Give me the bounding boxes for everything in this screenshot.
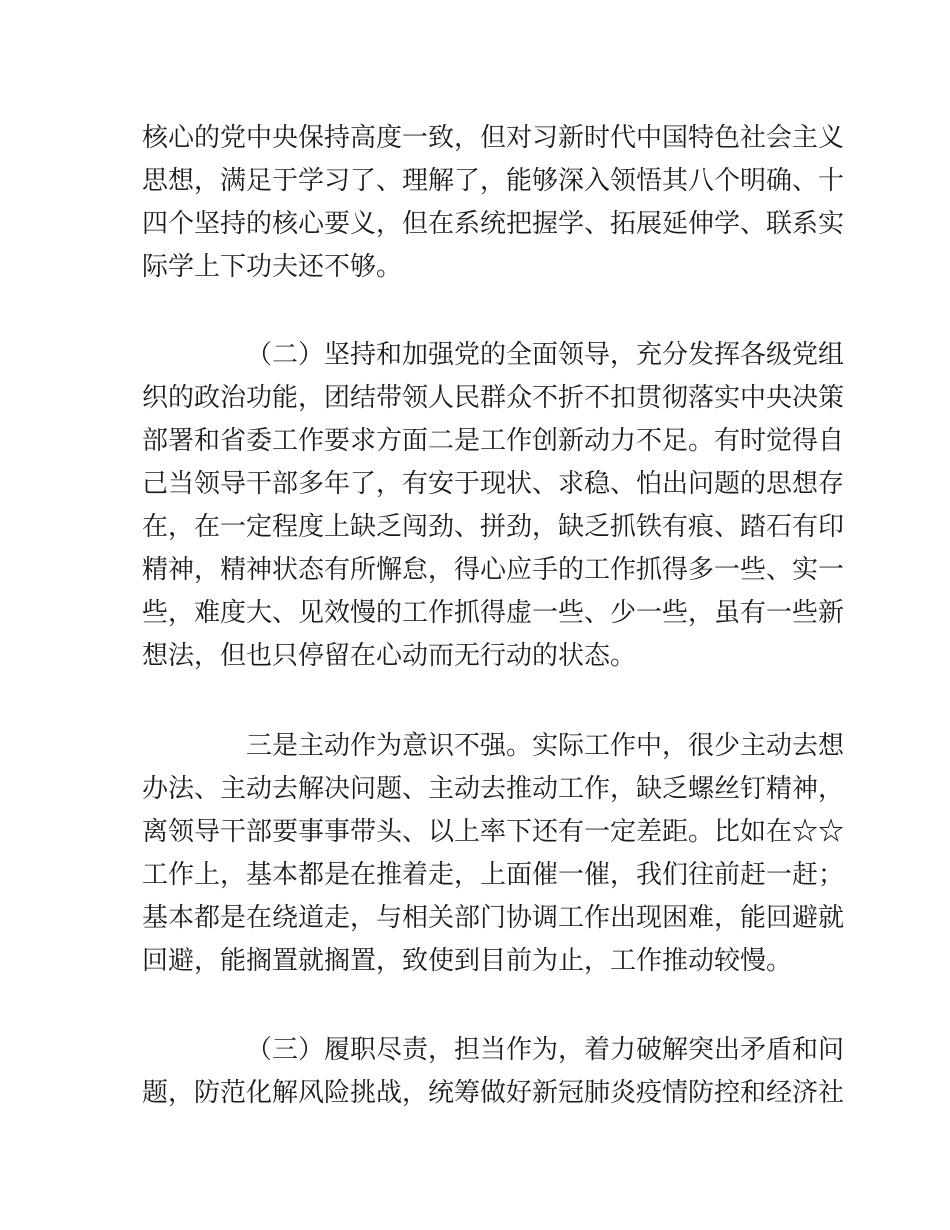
paragraph-line: 想法，但也只停留在心动而无行动的状态。 (142, 641, 637, 671)
paragraph-line: 四个坚持的核心要义，但在系统把握学、拓展延伸学、联系实 (142, 209, 845, 239)
paragraph-line: 离领导干部要事事带头、以上率下还有一定差距。比如在☆☆ (142, 817, 845, 847)
paragraph-line: （二）坚持和加强党的全面领导，充分发挥各级党组 (246, 340, 845, 370)
paragraph-4 (142, 1029, 845, 1115)
paragraph-line: 在，在一定程度上缺乏闯劲、拼劲，缺乏抓铁有痕、踏石有印 (142, 512, 845, 542)
paragraph-2 (142, 334, 845, 678)
paragraph-line: 三是主动作为意识不强。实际工作中，很少主动去想 (246, 731, 845, 761)
paragraph-line: 己当领导干部多年了，有安于现状、求稳、怕出问题的思想存 (142, 469, 845, 499)
paragraph-line: 工作上，基本都是在推着走，上面催一催，我们往前赶一赶； (142, 860, 845, 890)
paragraph-3 (142, 725, 845, 983)
paragraph-line: （三）履职尽责，担当作为，着力破解突出矛盾和问 (246, 1035, 845, 1065)
paragraph-1 (142, 117, 845, 289)
paragraph-line: 核心的党中央保持高度一致，但对习新时代中国特色社会主义 (142, 123, 845, 153)
paragraph-line: 些，难度大、见效慢的工作抓得虚一些、少一些，虽有一些新 (142, 598, 845, 628)
paragraph-line: 部署和省委工作要求方面二是工作创新动力不足。有时觉得自 (142, 426, 845, 456)
paragraph-line: 基本都是在绕道走，与相关部门协调工作出现困难，能回避就 (142, 903, 845, 933)
paragraph-line: 际学上下功夫还不够。 (142, 252, 403, 282)
paragraph-line: 思想，满足于学习了、理解了，能够深入领悟其八个明确、十 (142, 166, 845, 196)
paragraph-line: 精神，精神状态有所懈怠，得心应手的工作抓得多一些、实一 (142, 555, 845, 585)
paragraph-line: 办法、主动去解决问题、主动去推动工作，缺乏螺丝钉精神， (142, 774, 845, 804)
paragraph-line: 题，防范化解风险挑战，统筹做好新冠肺炎疫情防控和经济社 (142, 1078, 845, 1108)
paragraph-line: 织的政治功能，团结带领人民群众不折不扣贯彻落实中央决策 (142, 383, 845, 413)
paragraph-line: 回避，能搁置就搁置，致使到目前为止，工作推动较慢。 (142, 946, 793, 976)
